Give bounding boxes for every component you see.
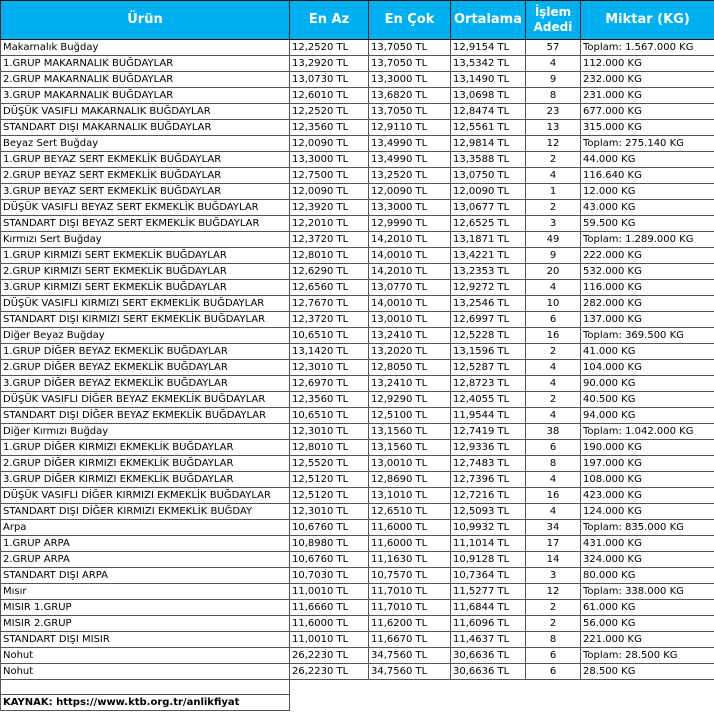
cell-max: 13,4990 TL xyxy=(369,152,451,168)
cell-count: 6 xyxy=(526,664,581,680)
cell-min: 10,6760 TL xyxy=(290,552,369,568)
cell-min: 12,3560 TL xyxy=(290,120,369,136)
cell-avg: 12,0090 TL xyxy=(451,184,526,200)
cell-max: 13,0010 TL xyxy=(369,312,451,328)
table-row xyxy=(1,248,714,264)
source-note: KAYNAK: https://www.ktb.org.tr/anlikfiyat xyxy=(1,695,290,711)
cell-max: 14,0010 TL xyxy=(369,248,451,264)
cell-quantity: 108.000 KG xyxy=(581,472,714,488)
cell-count: 2 xyxy=(526,616,581,632)
cell-product: STANDART DIŞI KIRMIZI SERT EKMEKLİK BUĞDAYLAR xyxy=(1,312,290,328)
table-row xyxy=(1,392,714,408)
cell-count: 12 xyxy=(526,136,581,152)
cell-max: 13,7050 TL xyxy=(369,56,451,72)
table-row xyxy=(1,520,714,536)
cell-min: 12,7500 TL xyxy=(290,168,369,184)
table-row xyxy=(1,376,714,392)
table-row xyxy=(1,440,714,456)
table-row xyxy=(1,488,714,504)
table-row xyxy=(1,88,714,104)
cell-avg: 12,7483 TL xyxy=(451,456,526,472)
cell-min: 12,0090 TL xyxy=(290,184,369,200)
cell-avg: 13,0750 TL xyxy=(451,168,526,184)
cell-avg: 12,5561 TL xyxy=(451,120,526,136)
cell-quantity: 221.000 KG xyxy=(581,632,714,648)
cell-min: 10,6510 TL xyxy=(290,408,369,424)
cell-count: 8 xyxy=(526,456,581,472)
table-row xyxy=(1,184,714,200)
cell-avg: 13,1596 TL xyxy=(451,344,526,360)
cell-product: 2.GRUP DİĞER BEYAZ EKMEKLİK BUĞDAYLAR xyxy=(1,360,290,376)
cell-quantity: 28.500 KG xyxy=(581,664,714,680)
cell-quantity: 56.000 KG xyxy=(581,616,714,632)
table-row xyxy=(1,424,714,440)
cell-product: DÜŞÜK VASIFLI KIRMIZI SERT EKMEKLİK BUĞDAYLAR xyxy=(1,296,290,312)
cell-max: 11,6000 TL xyxy=(369,520,451,536)
cell-count: 57 xyxy=(526,40,581,56)
cell-product: STANDART DIŞI DİĞER KIRMIZI EKMEKLİK BUĞDAY xyxy=(1,504,290,520)
cell-quantity: Toplam: 28.500 KG xyxy=(581,648,714,664)
table-row xyxy=(1,584,714,600)
cell-quantity: 423.000 KG xyxy=(581,488,714,504)
cell-product: 2.GRUP ARPA xyxy=(1,552,290,568)
cell-min: 12,6010 TL xyxy=(290,88,369,104)
cell-min: 12,5120 TL xyxy=(290,472,369,488)
cell-avg: 12,5093 TL xyxy=(451,504,526,520)
cell-quantity: 232.000 KG xyxy=(581,72,714,88)
cell-count: 4 xyxy=(526,376,581,392)
cell-avg: 12,7419 TL xyxy=(451,424,526,440)
cell-quantity: 315.000 KG xyxy=(581,120,714,136)
cell-avg: 30,6636 TL xyxy=(451,648,526,664)
cell-min: 26,2230 TL xyxy=(290,664,369,680)
cell-avg: 13,1871 TL xyxy=(451,232,526,248)
cell-product: 1.GRUP BEYAZ SERT EKMEKLİK BUĞDAYLAR xyxy=(1,152,290,168)
cell-count: 8 xyxy=(526,88,581,104)
cell-min: 12,3010 TL xyxy=(290,424,369,440)
cell-avg: 11,6096 TL xyxy=(451,616,526,632)
cell-product: 3.GRUP BEYAZ SERT EKMEKLİK BUĞDAYLAR xyxy=(1,184,290,200)
table-row xyxy=(1,568,714,584)
cell-max: 13,0770 TL xyxy=(369,280,451,296)
cell-max: 13,3000 TL xyxy=(369,200,451,216)
cell-min: 12,3010 TL xyxy=(290,504,369,520)
table-row xyxy=(1,120,714,136)
cell-avg: 11,5277 TL xyxy=(451,584,526,600)
cell-avg: 11,1014 TL xyxy=(451,536,526,552)
cell-count: 20 xyxy=(526,264,581,280)
cell-count: 2 xyxy=(526,344,581,360)
cell-min: 12,5520 TL xyxy=(290,456,369,472)
cell-avg: 13,4221 TL xyxy=(451,248,526,264)
cell-max: 12,8050 TL xyxy=(369,360,451,376)
cell-count: 1 xyxy=(526,184,581,200)
cell-quantity: 116.640 KG xyxy=(581,168,714,184)
cell-product: Nohut xyxy=(1,664,290,680)
cell-max: 34,7560 TL xyxy=(369,648,451,664)
cell-quantity: Toplam: 1.042.000 KG xyxy=(581,424,714,440)
header-product: Ürün xyxy=(1,1,290,40)
cell-max: 12,8690 TL xyxy=(369,472,451,488)
cell-min: 12,6970 TL xyxy=(290,376,369,392)
table-row xyxy=(1,264,714,280)
cell-product: Makarnalık Buğday xyxy=(1,40,290,56)
cell-min: 11,6660 TL xyxy=(290,600,369,616)
cell-count: 34 xyxy=(526,520,581,536)
cell-count: 14 xyxy=(526,552,581,568)
cell-quantity: 677.000 KG xyxy=(581,104,714,120)
cell-max: 11,6200 TL xyxy=(369,616,451,632)
cell-min: 12,3560 TL xyxy=(290,392,369,408)
cell-count: 3 xyxy=(526,568,581,584)
cell-product: 3.GRUP MAKARNALIK BUĞDAYLAR xyxy=(1,88,290,104)
table-row xyxy=(1,280,714,296)
header-count-line2: Adedi xyxy=(533,20,573,34)
cell-count: 4 xyxy=(526,168,581,184)
cell-count: 16 xyxy=(526,488,581,504)
cell-count: 4 xyxy=(526,504,581,520)
cell-min: 11,0010 TL xyxy=(290,632,369,648)
cell-count: 10 xyxy=(526,296,581,312)
cell-avg: 13,0698 TL xyxy=(451,88,526,104)
spacer-cell xyxy=(1,680,290,695)
table-row xyxy=(1,328,714,344)
cell-max: 14,0010 TL xyxy=(369,296,451,312)
cell-avg: 10,9128 TL xyxy=(451,552,526,568)
cell-quantity: 197.000 KG xyxy=(581,456,714,472)
cell-count: 3 xyxy=(526,216,581,232)
cell-product: 3.GRUP KIRMIZI SERT EKMEKLİK BUĞDAYLAR xyxy=(1,280,290,296)
cell-avg: 13,0677 TL xyxy=(451,200,526,216)
cell-product: Beyaz Sert Buğday xyxy=(1,136,290,152)
cell-count: 17 xyxy=(526,536,581,552)
cell-avg: 13,3588 TL xyxy=(451,152,526,168)
cell-min: 11,0010 TL xyxy=(290,584,369,600)
cell-quantity: 112.000 KG xyxy=(581,56,714,72)
cell-min: 13,0730 TL xyxy=(290,72,369,88)
cell-quantity: 431.000 KG xyxy=(581,536,714,552)
table-row xyxy=(1,344,714,360)
header-min: En Az xyxy=(290,1,369,40)
cell-quantity: 104.000 KG xyxy=(581,360,714,376)
cell-product: Kırmızı Sert Buğday xyxy=(1,232,290,248)
cell-max: 11,7010 TL xyxy=(369,600,451,616)
cell-product: DÜŞÜK VASIFLI DİĞER KIRMIZI EKMEKLİK BUĞDAYLAR xyxy=(1,488,290,504)
cell-min: 10,6510 TL xyxy=(290,328,369,344)
cell-quantity: 44.000 KG xyxy=(581,152,714,168)
cell-min: 12,5120 TL xyxy=(290,488,369,504)
cell-max: 11,6000 TL xyxy=(369,536,451,552)
cell-product: Diğer Beyaz Buğday xyxy=(1,328,290,344)
cell-product: STANDART DIŞI ARPA xyxy=(1,568,290,584)
cell-quantity: Toplam: 275.140 KG xyxy=(581,136,714,152)
table-row xyxy=(1,200,714,216)
cell-product: 1.GRUP DİĞER BEYAZ EKMEKLİK BUĞDAYLAR xyxy=(1,344,290,360)
cell-max: 12,0090 TL xyxy=(369,184,451,200)
cell-product: 2.GRUP BEYAZ SERT EKMEKLİK BUĞDAYLAR xyxy=(1,168,290,184)
cell-product: 3.GRUP DİĞER BEYAZ EKMEKLİK BUĞDAYLAR xyxy=(1,376,290,392)
cell-avg: 13,5342 TL xyxy=(451,56,526,72)
cell-avg: 11,6844 TL xyxy=(451,600,526,616)
cell-product: DÜŞÜK VASIFLI BEYAZ SERT EKMEKLİK BUĞDAYLAR xyxy=(1,200,290,216)
table-row xyxy=(1,232,714,248)
table-row xyxy=(1,72,714,88)
cell-max: 11,7010 TL xyxy=(369,584,451,600)
table-row xyxy=(1,56,714,72)
cell-count: 16 xyxy=(526,328,581,344)
cell-min: 12,7670 TL xyxy=(290,296,369,312)
table-row xyxy=(1,616,714,632)
cell-quantity: 222.000 KG xyxy=(581,248,714,264)
cell-avg: 12,6997 TL xyxy=(451,312,526,328)
cell-product: STANDART DIŞI BEYAZ SERT EKMEKLİK BUĞDAYLAR xyxy=(1,216,290,232)
cell-quantity: Toplam: 338.000 KG xyxy=(581,584,714,600)
cell-product: 2.GRUP MAKARNALIK BUĞDAYLAR xyxy=(1,72,290,88)
table-row xyxy=(1,40,714,56)
cell-max: 13,1560 TL xyxy=(369,440,451,456)
cell-max: 12,9290 TL xyxy=(369,392,451,408)
cell-product: 1.GRUP MAKARNALIK BUĞDAYLAR xyxy=(1,56,290,72)
cell-quantity: 59.500 KG xyxy=(581,216,714,232)
cell-avg: 12,9154 TL xyxy=(451,40,526,56)
cell-count: 2 xyxy=(526,200,581,216)
cell-product: DÜŞÜK VASIFLI MAKARNALIK BUĞDAYLAR xyxy=(1,104,290,120)
cell-count: 4 xyxy=(526,280,581,296)
table-row xyxy=(1,648,714,664)
cell-product: 1.GRUP DİĞER KIRMIZI EKMEKLİK BUĞDAYLAR xyxy=(1,440,290,456)
cell-max: 11,6670 TL xyxy=(369,632,451,648)
cell-avg: 12,8723 TL xyxy=(451,376,526,392)
cell-quantity: 282.000 KG xyxy=(581,296,714,312)
cell-quantity: 137.000 KG xyxy=(581,312,714,328)
cell-count: 49 xyxy=(526,232,581,248)
header-row xyxy=(1,1,714,40)
cell-min: 13,1420 TL xyxy=(290,344,369,360)
spacer-row xyxy=(1,680,714,695)
cell-min: 11,6000 TL xyxy=(290,616,369,632)
cell-min: 12,2520 TL xyxy=(290,40,369,56)
cell-product: 1.GRUP KIRMIZI SERT EKMEKLİK BUĞDAYLAR xyxy=(1,248,290,264)
cell-count: 6 xyxy=(526,648,581,664)
cell-avg: 12,5287 TL xyxy=(451,360,526,376)
cell-count: 2 xyxy=(526,392,581,408)
cell-min: 10,7030 TL xyxy=(290,568,369,584)
cell-count: 4 xyxy=(526,472,581,488)
cell-max: 13,1560 TL xyxy=(369,424,451,440)
cell-max: 13,2410 TL xyxy=(369,376,451,392)
cell-quantity: Toplam: 1.567.000 KG xyxy=(581,40,714,56)
table-row xyxy=(1,664,714,680)
table-row xyxy=(1,632,714,648)
cell-product: Arpa xyxy=(1,520,290,536)
cell-quantity: 324.000 KG xyxy=(581,552,714,568)
cell-product: Diğer Kırmızı Buğday xyxy=(1,424,290,440)
cell-min: 12,3920 TL xyxy=(290,200,369,216)
cell-min: 12,8010 TL xyxy=(290,248,369,264)
cell-avg: 12,5228 TL xyxy=(451,328,526,344)
cell-product: 2.GRUP DİĞER KIRMIZI EKMEKLİK BUĞDAYLAR xyxy=(1,456,290,472)
cell-quantity: 116.000 KG xyxy=(581,280,714,296)
cell-max: 13,4990 TL xyxy=(369,136,451,152)
cell-min: 12,0090 TL xyxy=(290,136,369,152)
cell-quantity: 231.000 KG xyxy=(581,88,714,104)
source-row xyxy=(1,695,714,711)
cell-quantity: 94.000 KG xyxy=(581,408,714,424)
cell-avg: 12,8474 TL xyxy=(451,104,526,120)
cell-quantity: 532.000 KG xyxy=(581,264,714,280)
cell-min: 12,3720 TL xyxy=(290,232,369,248)
table-row xyxy=(1,136,714,152)
cell-avg: 12,7216 TL xyxy=(451,488,526,504)
cell-max: 12,9990 TL xyxy=(369,216,451,232)
cell-quantity: Toplam: 1.289.000 KG xyxy=(581,232,714,248)
cell-avg: 10,7364 TL xyxy=(451,568,526,584)
table-row xyxy=(1,104,714,120)
cell-product: 3.GRUP DİĞER KIRMIZI EKMEKLİK BUĞDAYLAR xyxy=(1,472,290,488)
cell-count: 13 xyxy=(526,120,581,136)
table-row xyxy=(1,360,714,376)
cell-max: 13,2520 TL xyxy=(369,168,451,184)
cell-max: 13,6820 TL xyxy=(369,88,451,104)
cell-min: 10,6760 TL xyxy=(290,520,369,536)
cell-max: 13,7050 TL xyxy=(369,40,451,56)
cell-product: Mısır xyxy=(1,584,290,600)
cell-product: 1.GRUP ARPA xyxy=(1,536,290,552)
cell-max: 11,1630 TL xyxy=(369,552,451,568)
header-avg: Ortalama xyxy=(451,1,526,40)
cell-min: 12,2010 TL xyxy=(290,216,369,232)
cell-count: 2 xyxy=(526,600,581,616)
cell-count: 6 xyxy=(526,440,581,456)
cell-max: 12,5100 TL xyxy=(369,408,451,424)
cell-product: Nohut xyxy=(1,648,290,664)
header-count-line1: İşlem xyxy=(534,5,572,19)
table-row xyxy=(1,552,714,568)
cell-count: 4 xyxy=(526,56,581,72)
cell-quantity: 43.000 KG xyxy=(581,200,714,216)
cell-count: 23 xyxy=(526,104,581,120)
cell-count: 12 xyxy=(526,584,581,600)
table-row xyxy=(1,504,714,520)
cell-count: 8 xyxy=(526,632,581,648)
cell-avg: 30,6636 TL xyxy=(451,664,526,680)
cell-max: 13,1010 TL xyxy=(369,488,451,504)
table-row xyxy=(1,152,714,168)
cell-min: 13,2920 TL xyxy=(290,56,369,72)
cell-quantity: 61.000 KG xyxy=(581,600,714,616)
cell-min: 13,3000 TL xyxy=(290,152,369,168)
cell-max: 13,2410 TL xyxy=(369,328,451,344)
cell-product: STANDART DIŞI DİĞER BEYAZ EKMEKLİK BUĞDAYLAR xyxy=(1,408,290,424)
cell-min: 12,8010 TL xyxy=(290,440,369,456)
cell-avg: 12,9814 TL xyxy=(451,136,526,152)
table-row xyxy=(1,216,714,232)
cell-avg: 10,9932 TL xyxy=(451,520,526,536)
cell-max: 13,3000 TL xyxy=(369,72,451,88)
table-row xyxy=(1,600,714,616)
table-row xyxy=(1,472,714,488)
cell-avg: 11,9544 TL xyxy=(451,408,526,424)
cell-quantity: 40.500 KG xyxy=(581,392,714,408)
table-row xyxy=(1,312,714,328)
cell-max: 14,2010 TL xyxy=(369,232,451,248)
cell-count: 2 xyxy=(526,152,581,168)
cell-product: 2.GRUP KIRMIZI SERT EKMEKLİK BUĞDAYLAR xyxy=(1,264,290,280)
table-row xyxy=(1,408,714,424)
cell-avg: 13,1490 TL xyxy=(451,72,526,88)
cell-quantity: Toplam: 369.500 KG xyxy=(581,328,714,344)
cell-avg: 11,4637 TL xyxy=(451,632,526,648)
cell-min: 26,2230 TL xyxy=(290,648,369,664)
cell-product: STANDART DIŞI MISIR xyxy=(1,632,290,648)
table-row xyxy=(1,168,714,184)
cell-avg: 12,9336 TL xyxy=(451,440,526,456)
cell-count: 4 xyxy=(526,360,581,376)
cell-quantity: 41.000 KG xyxy=(581,344,714,360)
cell-max: 13,0010 TL xyxy=(369,456,451,472)
cell-count: 4 xyxy=(526,408,581,424)
table-row xyxy=(1,296,714,312)
cell-avg: 12,7396 TL xyxy=(451,472,526,488)
cell-min: 12,3010 TL xyxy=(290,360,369,376)
cell-count: 9 xyxy=(526,72,581,88)
cell-max: 10,7570 TL xyxy=(369,568,451,584)
cell-avg: 13,2353 TL xyxy=(451,264,526,280)
table-row xyxy=(1,536,714,552)
cell-count: 9 xyxy=(526,248,581,264)
header-max: En Çok xyxy=(369,1,451,40)
header-count xyxy=(526,1,581,40)
cell-min: 12,6290 TL xyxy=(290,264,369,280)
cell-max: 34,7560 TL xyxy=(369,664,451,680)
cell-quantity: Toplam: 835.000 KG xyxy=(581,520,714,536)
cell-count: 38 xyxy=(526,424,581,440)
cell-max: 12,9110 TL xyxy=(369,120,451,136)
header-quantity: Miktar (KG) xyxy=(581,1,714,40)
cell-quantity: 190.000 KG xyxy=(581,440,714,456)
cell-avg: 13,2546 TL xyxy=(451,296,526,312)
cell-max: 13,2020 TL xyxy=(369,344,451,360)
cell-product: MISIR 1.GRUP xyxy=(1,600,290,616)
cell-product: DÜŞÜK VASIFLI DİĞER BEYAZ EKMEKLİK BUĞDAYLAR xyxy=(1,392,290,408)
cell-avg: 12,9272 TL xyxy=(451,280,526,296)
cell-quantity: 12.000 KG xyxy=(581,184,714,200)
cell-min: 12,6560 TL xyxy=(290,280,369,296)
cell-max: 13,7050 TL xyxy=(369,104,451,120)
cell-product: MISIR 2.GRUP xyxy=(1,616,290,632)
cell-count: 6 xyxy=(526,312,581,328)
table-body xyxy=(1,40,714,680)
cell-quantity: 124.000 KG xyxy=(581,504,714,520)
cell-max: 14,2010 TL xyxy=(369,264,451,280)
cell-avg: 12,4055 TL xyxy=(451,392,526,408)
cell-quantity: 90.000 KG xyxy=(581,376,714,392)
cell-max: 12,6510 TL xyxy=(369,504,451,520)
cell-quantity: 80.000 KG xyxy=(581,568,714,584)
cell-min: 10,8980 TL xyxy=(290,536,369,552)
table-row xyxy=(1,456,714,472)
cell-min: 12,3720 TL xyxy=(290,312,369,328)
cell-min: 12,2520 TL xyxy=(290,104,369,120)
cell-product: STANDART DIŞI MAKARNALIK BUĞDAYLAR xyxy=(1,120,290,136)
cell-avg: 12,6525 TL xyxy=(451,216,526,232)
